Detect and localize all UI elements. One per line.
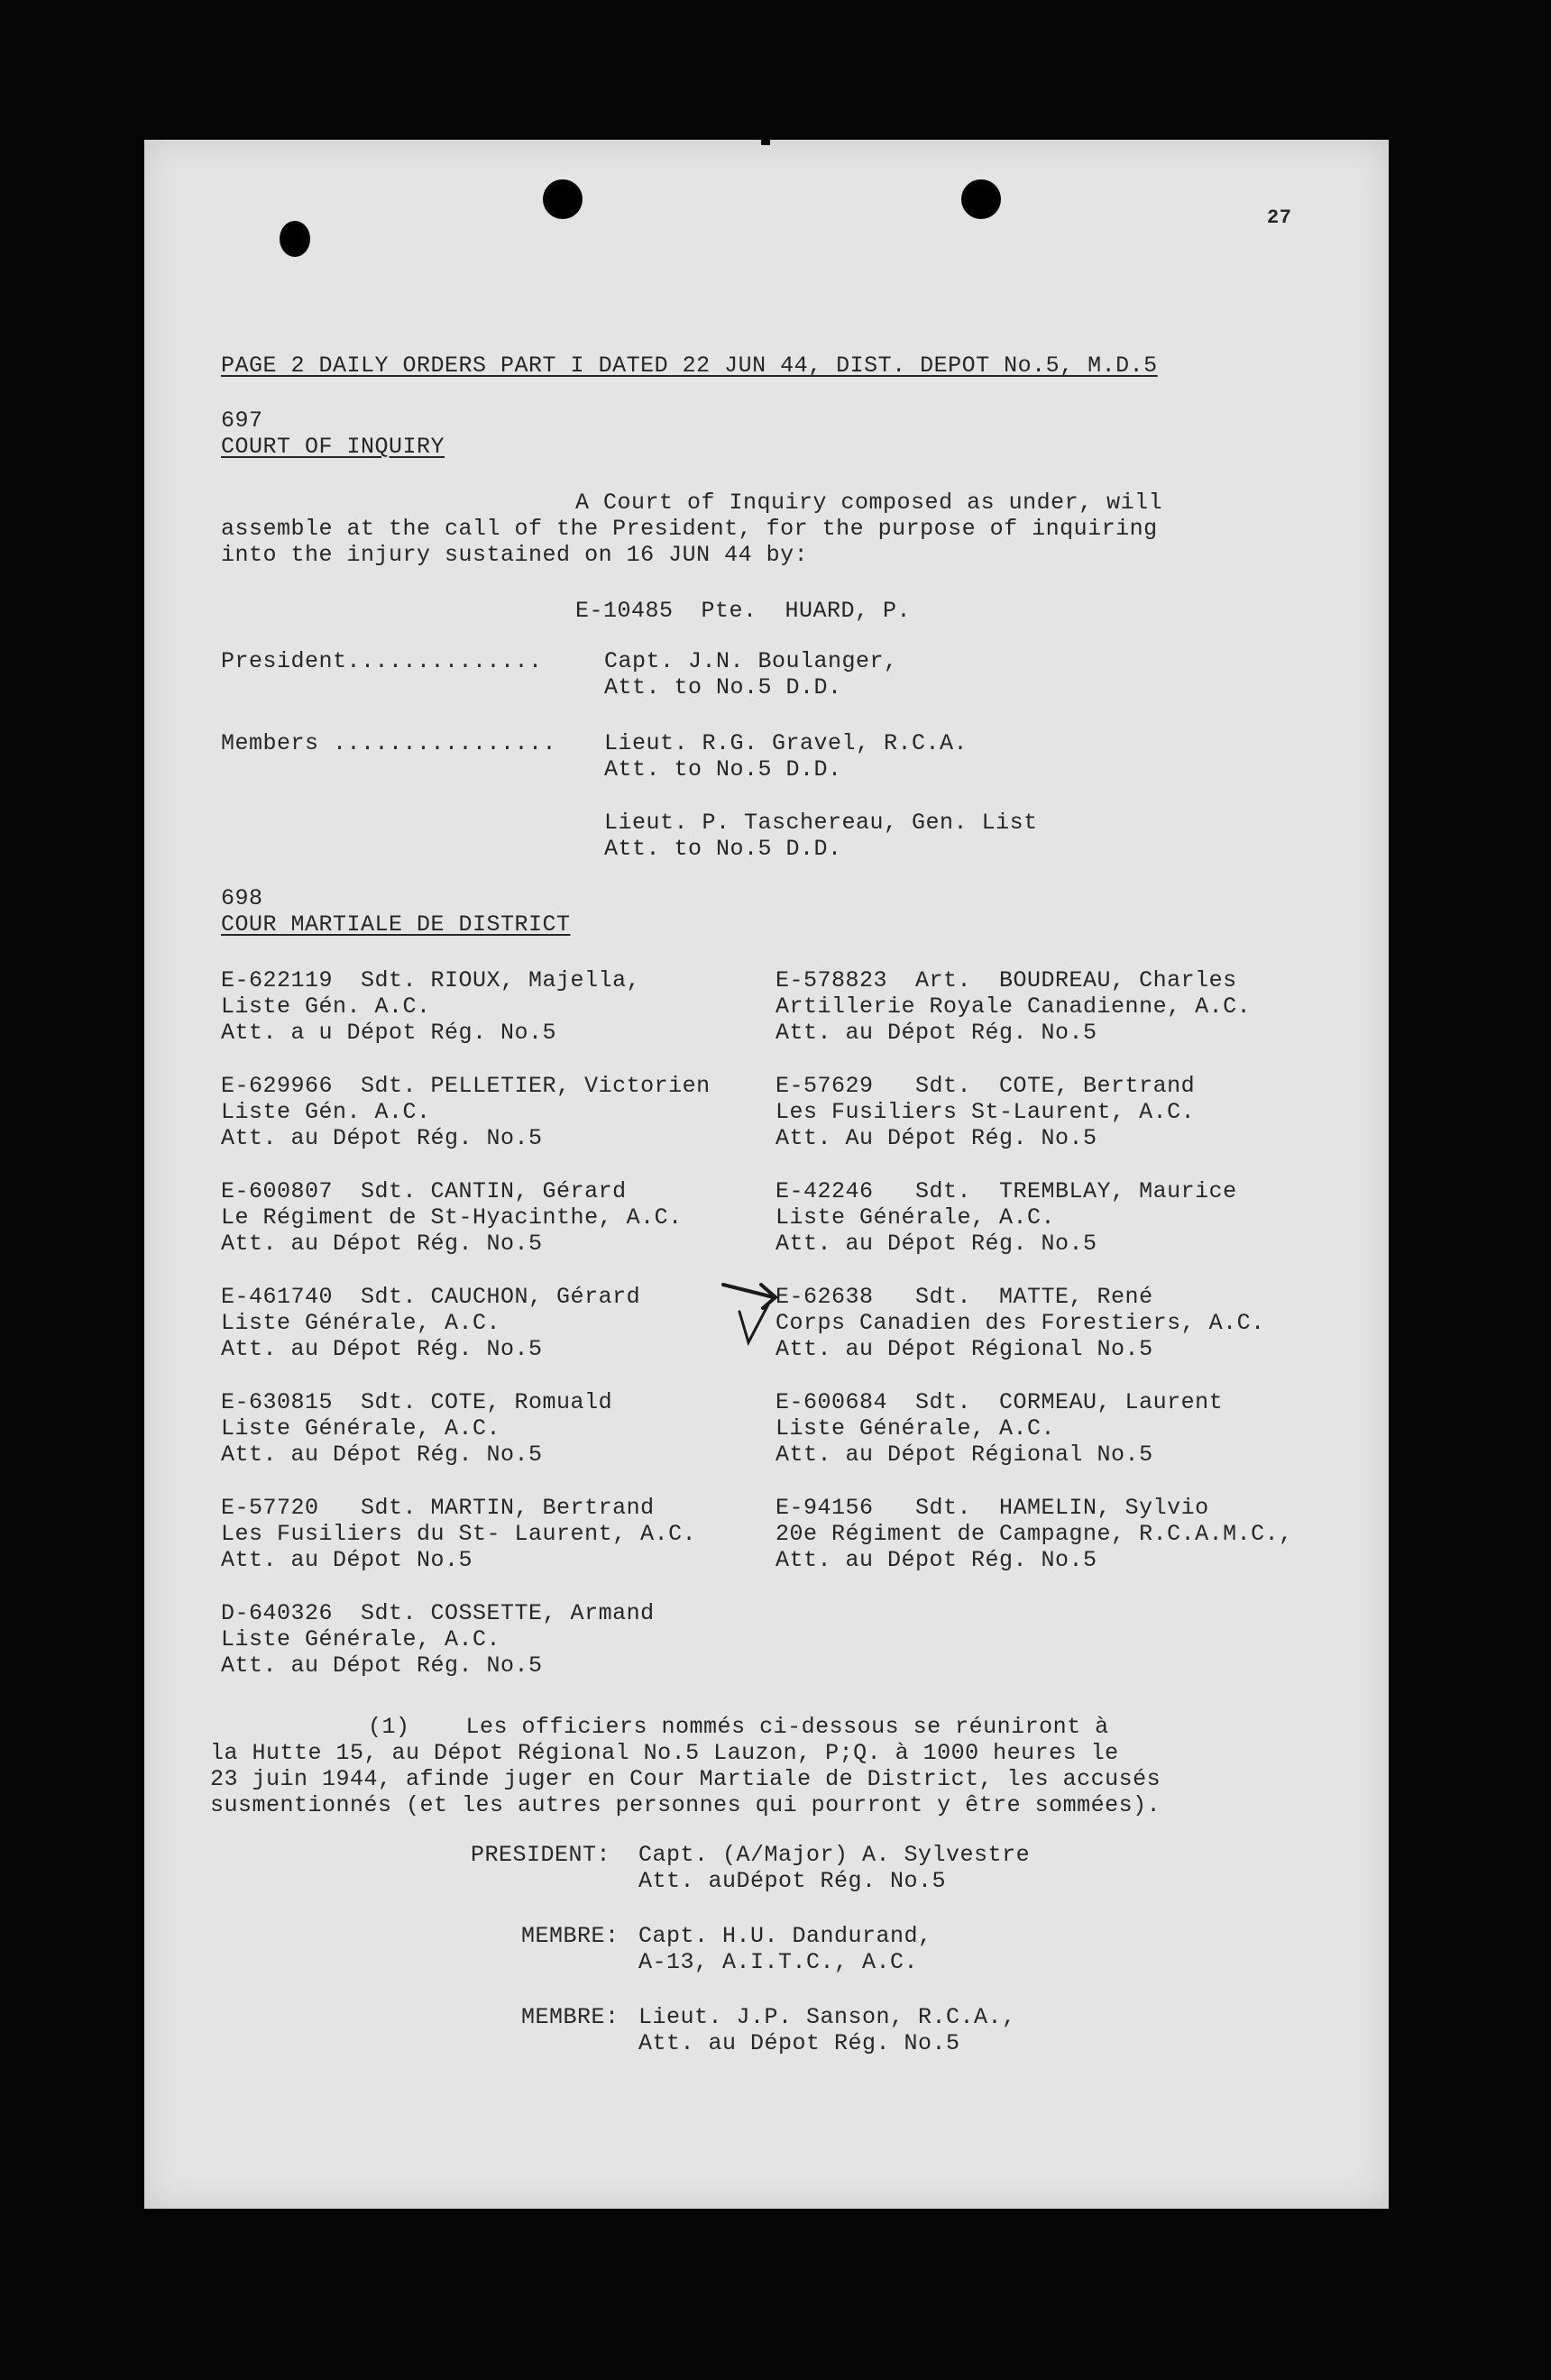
accused-name: E-630815 Sdt. COTE, Romuald <box>221 1389 613 1415</box>
accused-attachment: Att. au Dépot Rég. No.5 <box>221 1231 543 1257</box>
accused-attachment: Att. au Dépot Régional No.5 <box>776 1442 1153 1468</box>
accused-attachment: Att. au Dépot Rég. No.5 <box>776 1020 1097 1046</box>
cm-president-label: PRESIDENT: <box>471 1842 611 1868</box>
court-martial-paragraph-line: susmentionnés (et les autres personnes qui pourront y être sommées). <box>210 1792 1161 1818</box>
accused-name: E-42246 Sdt. TREMBLAY, Maurice <box>776 1178 1237 1204</box>
accused-name: E-461740 Sdt. CAUCHON, Gérard <box>221 1284 641 1310</box>
inquiry-paragraph-line: assemble at the call of the President, for the purpose of inquiring <box>221 516 1158 542</box>
court-martial-number: 698 <box>221 885 263 911</box>
accused-unit: Liste Générale, A.C. <box>221 1310 501 1336</box>
accused-name: E-94156 Sdt. HAMELIN, Sylvio <box>776 1495 1209 1521</box>
accused-attachment: Att. au Dépot Rég. No.5 <box>776 1231 1097 1257</box>
court-martial-title: COUR MARTIALE DE DISTRICT <box>221 911 571 938</box>
accused-unit: Le Régiment de St-Hyacinthe, A.C. <box>221 1204 683 1231</box>
member-unit: Att. to No.5 D.D. <box>604 836 842 862</box>
punch-hole-right <box>961 179 1001 219</box>
accused-name: E-57720 Sdt. MARTIN, Bertrand <box>221 1495 655 1521</box>
accused-attachment: Att. au Dépot Rég. No.5 <box>221 1125 543 1151</box>
accused-name: E-600807 Sdt. CANTIN, Gérard <box>221 1178 627 1204</box>
inquiry-title: COURT OF INQUIRY <box>221 434 445 460</box>
accused-unit: Corps Canadien des Forestiers, A.C. <box>776 1310 1265 1336</box>
page-number: 27 <box>1267 206 1292 229</box>
cm-membre-label: MEMBRE: <box>521 2004 619 2030</box>
accused-attachment: Att. au Dépot No.5 <box>221 1547 473 1573</box>
cm-membre-unit: A-13, A.I.T.C., A.C. <box>638 1949 919 1975</box>
member-name: Lieut. P. Taschereau, Gen. List <box>604 810 1038 836</box>
member-name: Lieut. R.G. Gravel, R.C.A. <box>604 730 968 756</box>
cm-membre-label: MEMBRE: <box>521 1923 619 1949</box>
accused-name: E-57629 Sdt. COTE, Bertrand <box>776 1073 1196 1099</box>
inquiry-number: 697 <box>221 407 263 434</box>
punch-hole-center <box>543 179 583 219</box>
inquiry-paragraph-line: A Court of Inquiry composed as under, will <box>575 490 1163 516</box>
document-page <box>144 140 1389 2209</box>
accused-unit: Liste Générale, A.C. <box>221 1626 501 1652</box>
accused-unit: Liste Générale, A.C. <box>776 1415 1056 1442</box>
accused-name: E-622119 Sdt. RIOUX, Majella, <box>221 967 641 993</box>
accused-unit: Artillerie Royale Canadienne, A.C. <box>776 993 1252 1020</box>
accused-unit: Liste Gén. A.C. <box>221 993 431 1020</box>
cm-membre-name: Capt. H.U. Dandurand, <box>638 1923 932 1949</box>
handwritten-arrow-check-icon <box>721 1274 785 1346</box>
president-name: Capt. J.N. Boulanger, <box>604 648 898 674</box>
president-unit: Att. to No.5 D.D. <box>604 674 842 700</box>
accused-unit: Liste Gén. A.C. <box>221 1099 431 1125</box>
accused-attachment: Att. au Dépot Rég. No.5 <box>776 1547 1097 1573</box>
accused-unit: Les Fusiliers du St- Laurent, A.C. <box>221 1521 697 1547</box>
court-martial-paragraph-line: (1) Les officiers nommés ci-dessous se réuniront à <box>368 1714 1109 1740</box>
cm-membre-unit: Att. au Dépot Rég. No.5 <box>638 2030 960 2056</box>
accused-name: E-578823 Art. BOUDREAU, Charles <box>776 967 1237 993</box>
accused-name: D-640326 Sdt. COSSETTE, Armand <box>221 1600 655 1626</box>
members-label: Members ................ <box>221 730 557 756</box>
top-edge-mark <box>761 140 770 145</box>
accused-attachment: Att. au Dépot Rég. No.5 <box>221 1652 543 1679</box>
accused-unit: 20e Régiment de Campagne, R.C.A.M.C., <box>776 1521 1293 1547</box>
page-header: PAGE 2 DAILY ORDERS PART I DATED 22 JUN 44, DIST. DEPOT No.5, M.D.5 <box>221 352 1158 379</box>
accused-unit: Liste Générale, A.C. <box>776 1204 1056 1231</box>
court-martial-paragraph-line: 23 juin 1944, afinde juger en Cour Martiale de District, les accusés <box>210 1766 1161 1792</box>
accused-name: E-629966 Sdt. PELLETIER, Victorien <box>221 1073 711 1099</box>
accused-attachment: Att. au Dépot Régional No.5 <box>776 1336 1153 1362</box>
inquiry-paragraph-line: into the injury sustained on 16 JUN 44 by: <box>221 542 809 568</box>
member-unit: Att. to No.5 D.D. <box>604 756 842 783</box>
accused-attachment: Att. a u Dépot Rég. No.5 <box>221 1020 557 1046</box>
president-label: President.............. <box>221 648 543 674</box>
cm-president-unit: Att. auDépot Rég. No.5 <box>638 1868 947 1894</box>
inquiry-subject: E-10485 Pte. HUARD, P. <box>575 598 912 624</box>
cm-president-name: Capt. (A/Major) A. Sylvestre <box>638 1842 1031 1868</box>
accused-name: E-62638 Sdt. MATTE, René <box>776 1284 1153 1310</box>
cm-membre-name: Lieut. J.P. Sanson, R.C.A., <box>638 2004 1016 2030</box>
accused-attachment: Att. au Dépot Rég. No.5 <box>221 1336 543 1362</box>
accused-unit: Liste Générale, A.C. <box>221 1415 501 1442</box>
accused-attachment: Att. au Dépot Rég. No.5 <box>221 1442 543 1468</box>
accused-name: E-600684 Sdt. CORMEAU, Laurent <box>776 1389 1224 1415</box>
punch-hole-left <box>280 221 310 257</box>
accused-unit: Les Fusiliers St-Laurent, A.C. <box>776 1099 1196 1125</box>
accused-attachment: Att. Au Dépot Rég. No.5 <box>776 1125 1097 1151</box>
court-martial-paragraph-line: la Hutte 15, au Dépot Régional No.5 Lauzon, P;Q. à 1000 heures le <box>210 1740 1119 1766</box>
